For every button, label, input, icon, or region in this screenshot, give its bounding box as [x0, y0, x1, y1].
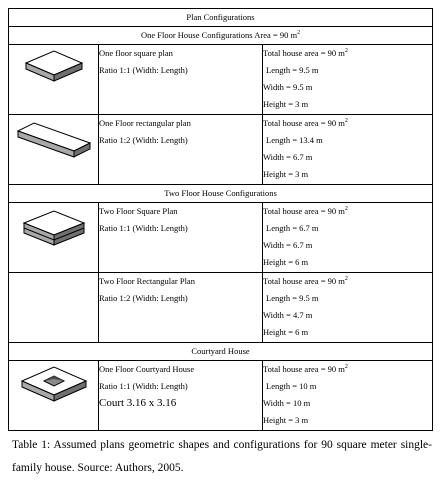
flat-square-slab-icon — [9, 45, 98, 83]
length-value: Length = 10 m — [266, 381, 317, 391]
plan-image-cell — [9, 273, 99, 343]
plan-name: Two Floor Rectangular Plan — [99, 276, 195, 286]
plan-dimensions-cell — [263, 361, 433, 431]
section-header-two-floor: Two Floor House Configurations — [9, 185, 433, 203]
section-header-row — [9, 343, 433, 361]
plan-name: One Floor Courtyard House — [99, 364, 195, 374]
plan-dimensions-cell — [263, 273, 433, 343]
table-title: Plan Configurations — [9, 9, 433, 27]
total-area-text: Total house area = 90 m — [263, 206, 345, 216]
superscript: 2 — [344, 364, 348, 371]
plan-dimensions-cell — [263, 45, 433, 115]
superscript: 2 — [297, 30, 301, 37]
table-row — [9, 273, 433, 343]
section-header-one-floor — [9, 27, 433, 45]
plan-name: One Floor rectangular plan — [99, 118, 191, 128]
table-row — [9, 115, 433, 185]
length-value: Length = 9.5 m — [266, 65, 319, 75]
plan-ratio: Ratio 1:1 (Width: Length) — [99, 381, 188, 391]
section-header-row — [9, 27, 433, 45]
total-area — [263, 273, 432, 290]
width-value: Width = 6.7 m — [263, 240, 313, 250]
superscript: 2 — [344, 118, 348, 125]
width-value: Width = 6.7 m — [263, 152, 313, 162]
plan-description-cell — [99, 273, 263, 343]
flat-rectangular-slab-icon — [9, 115, 98, 161]
plan-image-cell — [9, 115, 99, 185]
total-area-text: Total house area = 90 m — [263, 48, 345, 58]
plan-name: One floor square plan — [99, 48, 173, 58]
plan-configurations-table — [8, 8, 433, 431]
plan-name: Two Floor Square Plan — [99, 206, 178, 216]
plan-ratio: Ratio 1:2 (Width: Length) — [99, 135, 188, 145]
plan-description-cell — [99, 115, 263, 185]
height-value: Height = 6 m — [263, 257, 309, 267]
table-caption: Table 1: Assumed plans geometric shapes and configurations for 90 square meter single-family house. Source: Authors, 2005. — [12, 439, 432, 474]
plan-description-cell — [99, 203, 263, 273]
plan-description-cell — [99, 361, 263, 431]
plan-image-cell — [9, 203, 99, 273]
total-area — [263, 115, 432, 132]
plan-ratio: Ratio 1:2 (Width: Length) — [99, 293, 188, 303]
section-header-courtyard: Courtyard House — [9, 343, 433, 361]
table-title-row — [9, 9, 433, 27]
table-row — [9, 203, 433, 273]
total-area — [263, 361, 432, 378]
width-value: Width = 10 m — [263, 398, 311, 408]
plan-description-cell — [99, 45, 263, 115]
superscript: 2 — [344, 48, 348, 55]
section-header-row — [9, 185, 433, 203]
length-value: Length = 13.4 m — [266, 135, 323, 145]
superscript: 2 — [344, 276, 348, 283]
total-area-text: Total house area = 90 m — [263, 276, 345, 286]
plan-dimensions-cell — [263, 115, 433, 185]
plan-ratio: Ratio 1:1 (Width: Length) — [99, 65, 188, 75]
height-value: Height = 6 m — [263, 327, 309, 337]
table-row — [9, 361, 433, 431]
plan-dimensions-cell — [263, 203, 433, 273]
total-area-text: Total house area = 90 m — [263, 364, 345, 374]
width-value: Width = 4.7 m — [263, 310, 313, 320]
plan-ratio: Ratio 1:1 (Width: Length) — [99, 223, 188, 233]
total-area — [263, 203, 432, 220]
height-value: Height = 3 m — [263, 169, 309, 179]
height-value: Height = 3 m — [263, 415, 309, 425]
plan-image-cell — [9, 361, 99, 431]
length-value: Length = 6.7 m — [266, 223, 319, 233]
width-value: Width = 9.5 m — [263, 82, 313, 92]
height-value: Height = 3 m — [263, 99, 309, 109]
court-size: Court 3.16 x 3.16 — [99, 397, 177, 409]
table-row — [9, 45, 433, 115]
length-value: Length = 9.5 m — [266, 293, 319, 303]
superscript: 2 — [344, 206, 348, 213]
total-area — [263, 45, 432, 62]
total-area-text: Total house area = 90 m — [263, 118, 345, 128]
plan-image-cell — [9, 45, 99, 115]
courtyard-slab-icon — [9, 361, 98, 405]
section-header-text: One Floor House Configurations Area = 90 m — [140, 30, 298, 40]
two-floor-square-block-icon — [9, 203, 98, 247]
